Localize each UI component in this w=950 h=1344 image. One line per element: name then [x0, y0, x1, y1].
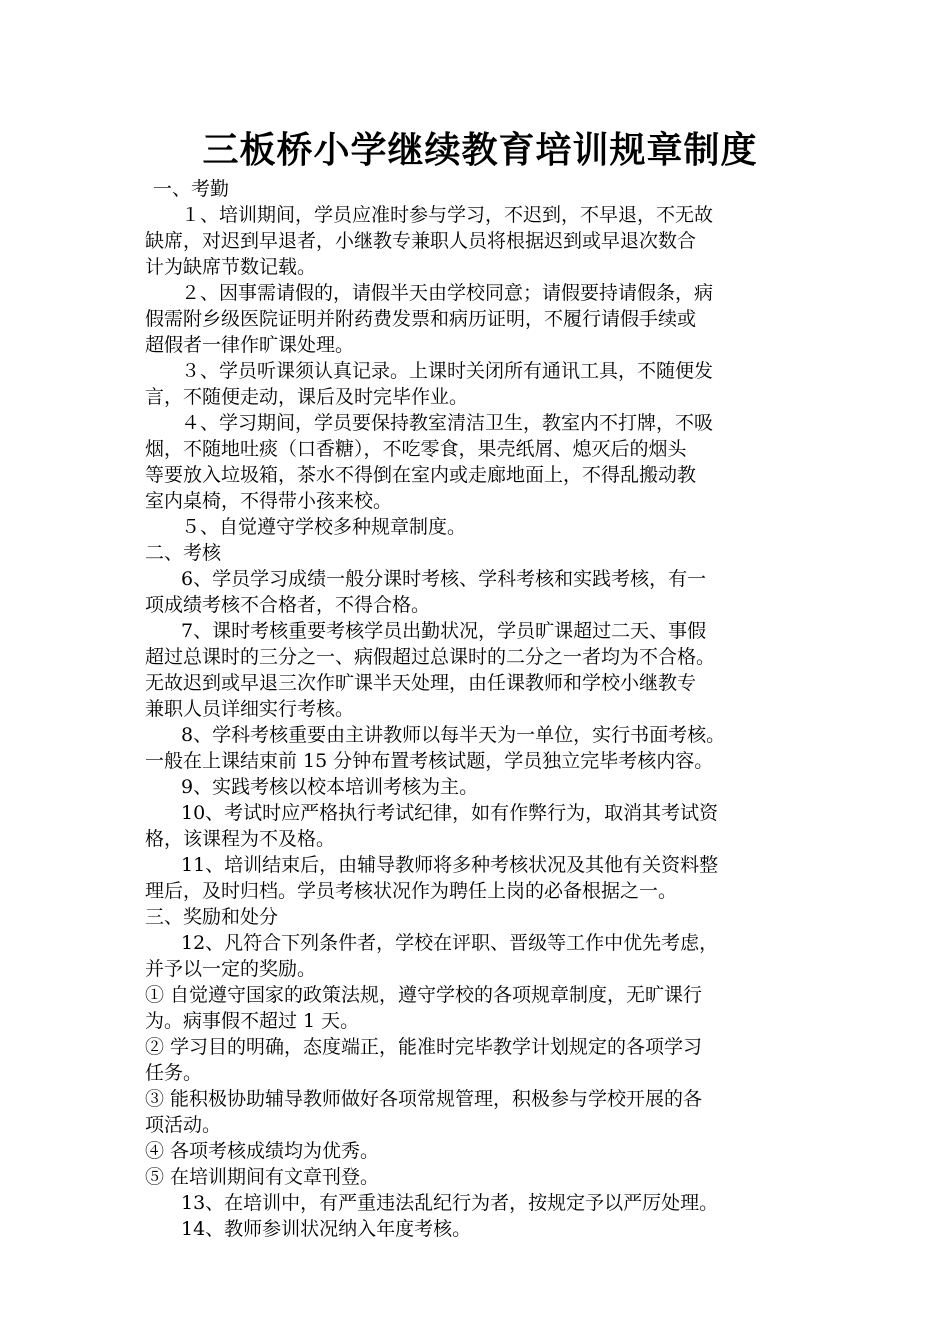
text-line: 9、实践考核以校本培训考核为主。: [181, 776, 479, 798]
text-line: 7、课时考核重要考核学员出勤状况，学员旷课超过二天、事假: [181, 620, 707, 642]
text-line: １、培训期间，学员应准时参与学习，不迟到，不早退，不无故: [181, 204, 714, 226]
text-line: 无故迟到或早退三次作旷课半天处理，由任课教师和学校小继教专: [145, 672, 697, 694]
text-line: 任务。: [145, 1062, 203, 1084]
text-line: 并予以一定的奖励。: [145, 958, 317, 980]
text-line: 6、学员学习成绩一般分课时考核、学科考核和实践考核，有一: [181, 568, 707, 590]
text-line: 言，不随便走动，课后及时完毕作业。: [145, 386, 469, 408]
text-line: 14、教师参训状况纳入年度考核。: [181, 1218, 472, 1240]
text-line: 12、凡符合下列条件者，学校在评职、晋级等工作中优先考虑，: [181, 932, 719, 954]
document-title: 三板桥小学继续教育培训规章制度: [202, 129, 758, 171]
text-line: ⑤ 在培训期间有文章刊登。: [145, 1166, 380, 1188]
text-line: 8、学科考核重要由主讲教师以每半天为一单位，实行书面考核。: [181, 724, 726, 746]
text-line: ３、学员听课须认真记录。上课时关闭所有通讯工具，不随便发: [181, 360, 714, 382]
text-line: ④ 各项考核成绩均为优秀。: [145, 1140, 380, 1162]
text-line: 烟，不随地吐痰（口香糖），不吃零食，果壳纸屑、熄灭后的烟头: [145, 438, 687, 460]
text-line: 兼职人员详细实行考核。: [145, 698, 355, 720]
text-line: 超过总课时的三分之一、病假超过总课时的二分之一者均为不合格。: [145, 646, 716, 668]
text-line: 等要放入垃圾箱，茶水不得倒在室内或走廊地面上，不得乱搬动教: [145, 464, 697, 486]
text-line: 一、考勤: [153, 178, 230, 200]
document-page: [145, 126, 815, 1242]
text-line: 11、培训结束后，由辅导教师将多种考核状况及其他有关资料整: [181, 854, 719, 876]
document-body: [145, 176, 815, 1242]
text-line: ２、因事需请假的，请假半天由学校同意；请假要持请假条，病: [181, 282, 714, 304]
text-line: 理后，及时归档。学员考核状况作为聘任上岗的必备根据之一。: [145, 880, 678, 902]
text-line: ③ 能积极协助辅导教师做好各项常规管理，积极参与学校开展的各: [145, 1088, 703, 1110]
text-line: 三、奖励和处分: [145, 906, 279, 928]
text-line: 10、考试时应严格执行考试纪律，如有作弊行为，取消其考试资: [181, 802, 719, 824]
text-line: 室内桌椅，不得带小孩来校。: [145, 490, 393, 512]
text-line: 超假者一律作旷课处理。: [145, 334, 355, 356]
text-line: ② 学习目的明确，态度端正，能准时完毕教学计划规定的各项学习: [145, 1036, 703, 1058]
text-line: 二、考核: [145, 542, 222, 564]
text-line: ① 自觉遵守国家的政策法规，遵守学校的各项规章制度，无旷课行: [145, 984, 703, 1006]
text-line: ５、自觉遵守学校多种规章制度。: [181, 516, 467, 538]
text-line: 13、在培训中，有严重违法乱纪行为者，按规定予以严厉处理。: [181, 1192, 719, 1214]
text-line: 为。病事假不超过 1 天。: [145, 1010, 360, 1032]
text-line: 假需附乡级医院证明并附药费发票和病历证明，不履行请假手续或: [145, 308, 697, 330]
text-line: ４、学习期间，学员要保持教室清洁卫生，教室内不打牌，不吸: [181, 412, 714, 434]
text-line: 项活动。: [145, 1114, 222, 1136]
text-line: 一般在上课结束前 15 分钟布置考核试题，学员独立完毕考核内容。: [145, 750, 714, 772]
text-line: 缺席，对迟到早退者，小继教专兼职人员将根据迟到或早退次数合: [145, 230, 697, 252]
text-line: 项成绩考核不合格者，不得合格。: [145, 594, 431, 616]
text-line: 计为缺席节数记载。: [145, 256, 317, 278]
text-line: 格，该课程为不及格。: [145, 828, 336, 850]
